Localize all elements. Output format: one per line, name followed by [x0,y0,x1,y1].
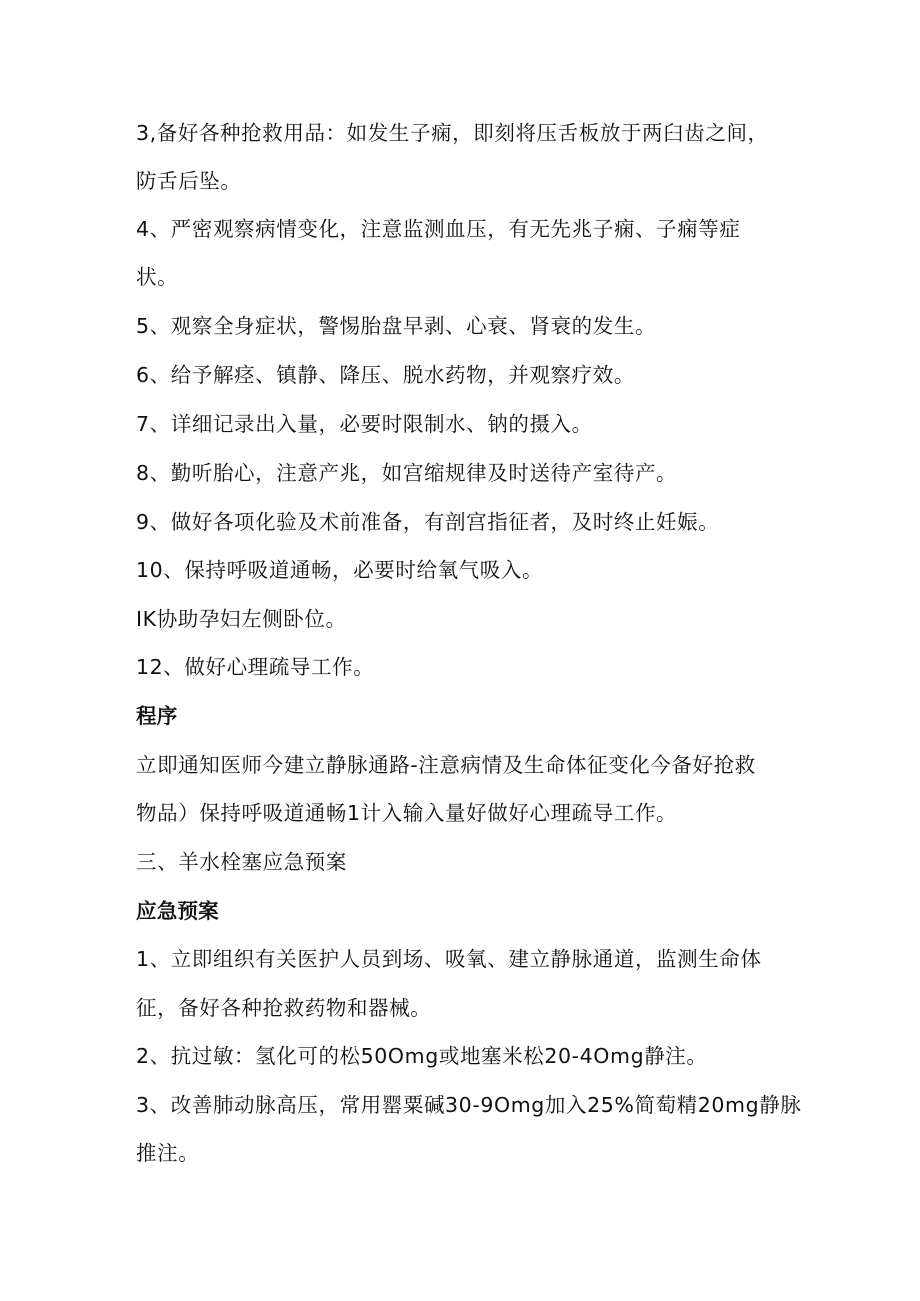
item-11: IK协助孕妇左侧卧位。 [136,607,347,631]
item-3-line-1: 3,备好各种抢救用品：如发生子痫，即刻将压舌板放于两臼齿之间， [136,121,769,145]
item-12: 12、做好心理疏导工作。 [136,655,375,679]
item-3-line-2: 防舌后坠。 [136,169,242,193]
item-8: 8、勤听胎心，注意产兆，如宫缩规律及时送待产室待产。 [136,461,678,485]
procedure-line-1: 立即通知医师今建立静脉通路-注意病情及生命体征变化今备好抢救 [136,753,756,777]
item-9: 9、做好各项化验及术前准备，有剖宫指征者，及时终止妊娠。 [136,510,720,534]
procedure-line-2: 物品）保持呼吸道通畅1计入输入量好做好心理疏导工作。 [136,801,678,825]
plan-item-1-line-2: 征，备好各种抢救药物和器械。 [136,996,432,1020]
item-4-line-1: 4、严密观察病情变化，注意监测血压，有无先兆子痫、子痫等症 [136,217,741,241]
section-title-amniotic-embolism: 三、羊水栓塞应急预案 [136,850,347,874]
item-6: 6、给予解痉、镇静、降压、脱水药物，并观察疗效。 [136,363,635,387]
item-5: 5、观察全身症状，警惕胎盘早剥、心衰、肾衰的发生。 [136,314,657,338]
plan-item-1-line-1: 1、立即组织有关医护人员到场、吸氧、建立静脉通道，监测生命体 [136,947,762,971]
plan-item-2: 2、抗过敏：氢化可的松50Omg或地塞米松20-4Omg静注。 [136,1044,708,1068]
section-heading-emergency-plan: 应急预案 [136,899,219,923]
plan-item-3-line-1: 3、改善肺动脉高压，常用罂粟碱30-9Omg加入25%简萄精20mg静脉 [136,1093,802,1117]
item-7: 7、详细记录出入量，必要时限制水、钠的摄入。 [136,412,593,436]
section-heading-procedure: 程序 [136,704,178,728]
item-10: 10、保持呼吸道通畅，必要时给氧气吸入。 [136,558,544,582]
plan-item-3-line-2: 推注。 [136,1141,200,1165]
item-4-line-2: 状。 [136,265,179,289]
